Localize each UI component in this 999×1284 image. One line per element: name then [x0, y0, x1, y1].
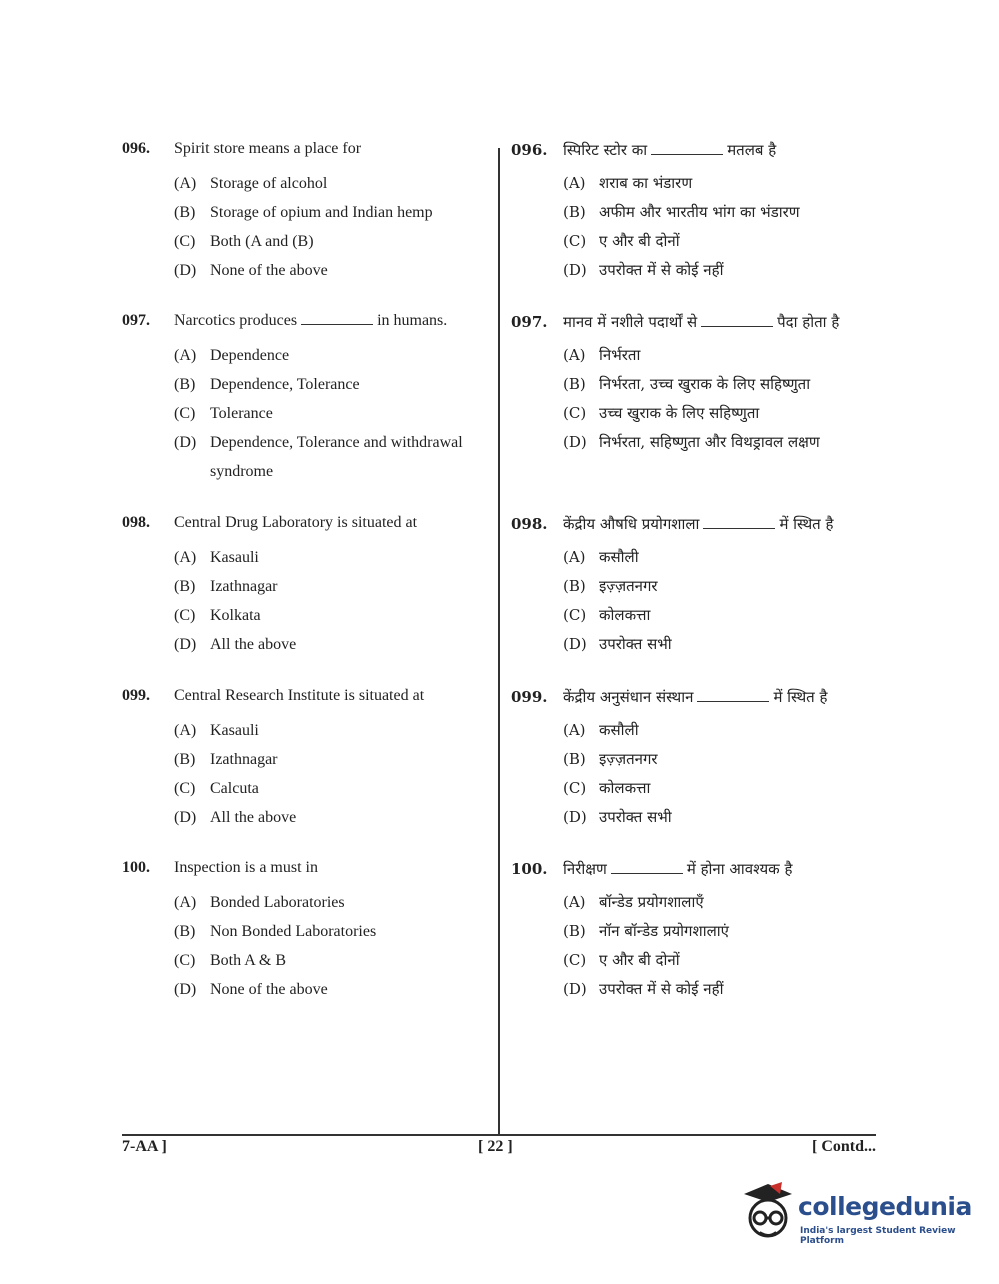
- option-label: (A): [563, 893, 586, 911]
- answer-option: [174, 572, 494, 601]
- answer-option: [563, 198, 881, 227]
- option-text: बॉन्डेड प्रयोगशालाएँ: [599, 893, 704, 911]
- option-text: अफीम और भारतीय भांग का भंडारण: [599, 203, 800, 221]
- option-label: (D): [174, 809, 197, 826]
- question-text-lead: Narcotics produces: [174, 312, 298, 329]
- option-label: (C): [563, 951, 587, 969]
- option-label: (B): [563, 922, 586, 940]
- answer-option: [174, 745, 494, 774]
- option-text: Kasauli: [210, 549, 259, 566]
- option-label: (B): [174, 204, 196, 221]
- question-number: 100.: [511, 860, 548, 878]
- option-text: ए और बी दोनों: [599, 232, 680, 250]
- answer-option: [174, 169, 494, 198]
- option-text: Izathnagar: [210, 578, 278, 595]
- answer-option: [174, 543, 494, 572]
- option-label: (D): [563, 808, 587, 826]
- question-text-tail: मतलब है: [727, 141, 777, 159]
- question-text-lead: Central Research Institute is situated at: [174, 687, 425, 704]
- question-text: [174, 514, 494, 532]
- option-text: Calcuta: [210, 780, 259, 797]
- option-text: Kolkata: [210, 607, 261, 624]
- option-text: कोलकत्ता: [599, 779, 651, 797]
- option-text: इज़्ज़तनगर: [599, 750, 658, 768]
- question-number: 097.: [511, 313, 548, 331]
- answer-option: [563, 975, 881, 1004]
- question-stem: [511, 687, 881, 716]
- option-label: (B): [174, 923, 196, 940]
- option-text: Kasauli: [210, 722, 259, 739]
- question-text-lead: केंद्रीय अनुसंधान संस्थान: [563, 688, 694, 706]
- option-text: Storage of opium and Indian hemp: [210, 204, 433, 221]
- option-text: शराब का भंडारण: [599, 174, 693, 192]
- question-text: [563, 687, 881, 707]
- option-text: निर्भरता, उच्च खुराक के लिए सहिष्णुता: [599, 375, 811, 393]
- answer-option: [174, 975, 494, 1004]
- option-label: (A): [563, 721, 586, 739]
- question-text-tail: में होना आवश्यक है: [686, 860, 793, 878]
- mascot-logo-icon: [740, 1180, 796, 1246]
- option-label: (C): [174, 233, 196, 250]
- question-stem: [511, 312, 881, 341]
- answer-option: [563, 716, 881, 745]
- option-text: Tolerance: [210, 405, 273, 422]
- option-text: Izathnagar: [210, 751, 278, 768]
- question-text-lead: Inspection is a must in: [174, 859, 318, 876]
- question-block: [511, 859, 881, 1004]
- answer-option: [174, 917, 494, 946]
- answer-option: [174, 256, 494, 285]
- question-stem: [511, 514, 881, 543]
- option-label: (B): [174, 578, 196, 595]
- question-text: [174, 859, 494, 877]
- question-number: 098.: [511, 515, 548, 533]
- option-text: नॉन बॉन्डेड प्रयोगशालाएं: [599, 922, 729, 940]
- option-label: (D): [563, 635, 587, 653]
- question-block: [122, 312, 494, 486]
- question-text: [563, 140, 881, 160]
- option-label: (D): [174, 981, 197, 998]
- fill-in-blank: [697, 700, 769, 702]
- question-number: 096.: [511, 141, 548, 159]
- brand-name: collegedunia: [798, 1192, 972, 1221]
- question-block: [511, 312, 881, 457]
- answer-option: [563, 601, 881, 630]
- option-text: All the above: [210, 636, 297, 653]
- question-text: [174, 312, 494, 330]
- question-stem: [122, 687, 494, 716]
- answer-option: [174, 341, 494, 370]
- option-label: (D): [174, 636, 197, 653]
- question-text: [563, 312, 881, 332]
- option-text: कसौली: [599, 721, 639, 739]
- footer-contd: [ Contd...: [811, 1138, 876, 1155]
- option-text: None of the above: [210, 262, 328, 279]
- question-block: [511, 514, 881, 659]
- option-label: (B): [563, 750, 586, 768]
- answer-option: [563, 572, 881, 601]
- question-text-lead: केंद्रीय औषधि प्रयोगशाला: [563, 515, 700, 533]
- question-text-tail: पैदा होता है: [777, 313, 840, 331]
- question-block: [122, 514, 494, 659]
- answer-option: [174, 774, 494, 803]
- question-number: 098.: [122, 514, 150, 531]
- option-text: निर्भरता, सहिष्णुता और विथड्रावल लक्षण: [599, 433, 820, 451]
- question-text-lead: Central Drug Laboratory is situated at: [174, 514, 418, 531]
- option-label: (C): [174, 952, 196, 969]
- question-stem: [122, 312, 494, 341]
- option-label: (C): [563, 606, 587, 624]
- option-text: Dependence, Tolerance: [210, 376, 360, 393]
- option-text: कसौली: [599, 548, 639, 566]
- question-text-tail: में स्थित है: [773, 688, 828, 706]
- option-label: (B): [174, 376, 196, 393]
- answer-option: [174, 888, 494, 917]
- answer-option: [563, 630, 881, 659]
- answer-option: [174, 227, 494, 256]
- question-text-lead: निरीक्षण: [563, 860, 607, 878]
- option-label: (A): [174, 722, 197, 739]
- option-text: उपरोक्त में से कोई नहीं: [599, 980, 724, 998]
- question-block: [511, 687, 881, 832]
- column-divider: [498, 148, 500, 1136]
- answer-option: [563, 745, 881, 774]
- answer-option: [563, 399, 881, 428]
- question-block: [122, 859, 494, 1004]
- answer-option: [563, 370, 881, 399]
- question-block: [122, 687, 494, 832]
- option-text: Dependence: [210, 347, 290, 364]
- answer-option: [563, 946, 881, 975]
- question-stem: [511, 859, 881, 888]
- option-label: (A): [174, 549, 197, 566]
- option-text: कोलकत्ता: [599, 606, 651, 624]
- collegedunia-watermark: [740, 1180, 970, 1250]
- fill-in-blank: [611, 872, 683, 874]
- option-label: (B): [563, 375, 586, 393]
- question-text-lead: स्पिरिट स्टोर का: [563, 141, 648, 159]
- answer-option: [563, 543, 881, 572]
- footer-page-number: [ 22 ]: [478, 1138, 513, 1155]
- option-text: उपरोक्त सभी: [599, 635, 672, 653]
- question-number: 099.: [511, 688, 548, 706]
- fill-in-blank: [301, 323, 373, 325]
- option-text: None of the above: [210, 981, 328, 998]
- option-label: (A): [174, 347, 197, 364]
- option-text: उपरोक्त सभी: [599, 808, 672, 826]
- answer-option: [174, 946, 494, 975]
- option-label: (A): [563, 346, 586, 364]
- question-text-tail: में स्थित है: [779, 515, 834, 533]
- option-text: Bonded Laboratories: [210, 894, 345, 911]
- question-text: [563, 859, 881, 879]
- option-text: उच्च खुराक के लिए सहिष्णुता: [599, 404, 760, 422]
- option-label: (D): [563, 433, 587, 451]
- answer-option: [174, 428, 494, 486]
- question-block: [511, 140, 881, 285]
- question-stem: [511, 140, 881, 169]
- option-text: Both A & B: [210, 952, 287, 969]
- option-label: (C): [174, 607, 196, 624]
- option-label: (D): [563, 980, 587, 998]
- question-number: 096.: [122, 140, 150, 157]
- footer-rule: [122, 1134, 876, 1136]
- option-label: (D): [174, 434, 197, 451]
- footer-code: 7-AA ]: [122, 1138, 167, 1155]
- answer-option: [174, 601, 494, 630]
- option-label: (B): [563, 203, 586, 221]
- option-label: (C): [174, 780, 196, 797]
- option-text: निर्भरता: [599, 346, 641, 364]
- answer-option: [174, 630, 494, 659]
- answer-option: [563, 341, 881, 370]
- question-number: 099.: [122, 687, 150, 704]
- option-text: Dependence, Tolerance and withdrawal syndrome: [210, 434, 463, 480]
- question-text-tail: in humans.: [377, 312, 448, 329]
- option-label: (A): [174, 175, 197, 192]
- answer-option: [174, 803, 494, 832]
- option-label: (C): [563, 232, 587, 250]
- option-label: (A): [563, 548, 586, 566]
- option-label: (C): [174, 405, 196, 422]
- option-text: ए और बी दोनों: [599, 951, 680, 969]
- option-label: (D): [174, 262, 197, 279]
- option-label: (A): [174, 894, 197, 911]
- answer-option: [174, 716, 494, 745]
- option-label: (D): [563, 261, 587, 279]
- option-label: (C): [563, 404, 587, 422]
- question-stem: [122, 514, 494, 543]
- option-text: All the above: [210, 809, 297, 826]
- question-number: 100.: [122, 859, 150, 876]
- fill-in-blank: [701, 325, 773, 327]
- question-stem: [122, 140, 494, 169]
- option-text: Non Bonded Laboratories: [210, 923, 377, 940]
- fill-in-blank: [703, 527, 775, 529]
- answer-option: [563, 169, 881, 198]
- option-label: (A): [563, 174, 586, 192]
- answer-option: [174, 370, 494, 399]
- answer-option: [563, 803, 881, 832]
- answer-option: [174, 399, 494, 428]
- option-text: इज़्ज़तनगर: [599, 577, 658, 595]
- option-text: उपरोक्त में से कोई नहीं: [599, 261, 724, 279]
- answer-option: [174, 198, 494, 227]
- option-label: (C): [563, 779, 587, 797]
- question-stem: [122, 859, 494, 888]
- question-text-lead: Spirit store means a place for: [174, 140, 362, 157]
- question-text: [563, 514, 881, 534]
- question-number: 097.: [122, 312, 150, 329]
- answer-option: [563, 774, 881, 803]
- answer-option: [563, 227, 881, 256]
- question-block: [122, 140, 494, 285]
- question-text: [174, 140, 494, 158]
- option-label: (B): [174, 751, 196, 768]
- answer-option: [563, 428, 881, 457]
- answer-option: [563, 917, 881, 946]
- question-text: [174, 687, 494, 705]
- option-label: (B): [563, 577, 586, 595]
- answer-option: [563, 888, 881, 917]
- answer-option: [563, 256, 881, 285]
- option-text: Storage of alcohol: [210, 175, 328, 192]
- question-text-lead: मानव में नशीले पदार्थों से: [563, 313, 698, 331]
- brand-tagline: India's largest Student Review Platform: [800, 1226, 956, 1246]
- fill-in-blank: [651, 153, 723, 155]
- option-text: Both (A and (B): [210, 233, 314, 250]
